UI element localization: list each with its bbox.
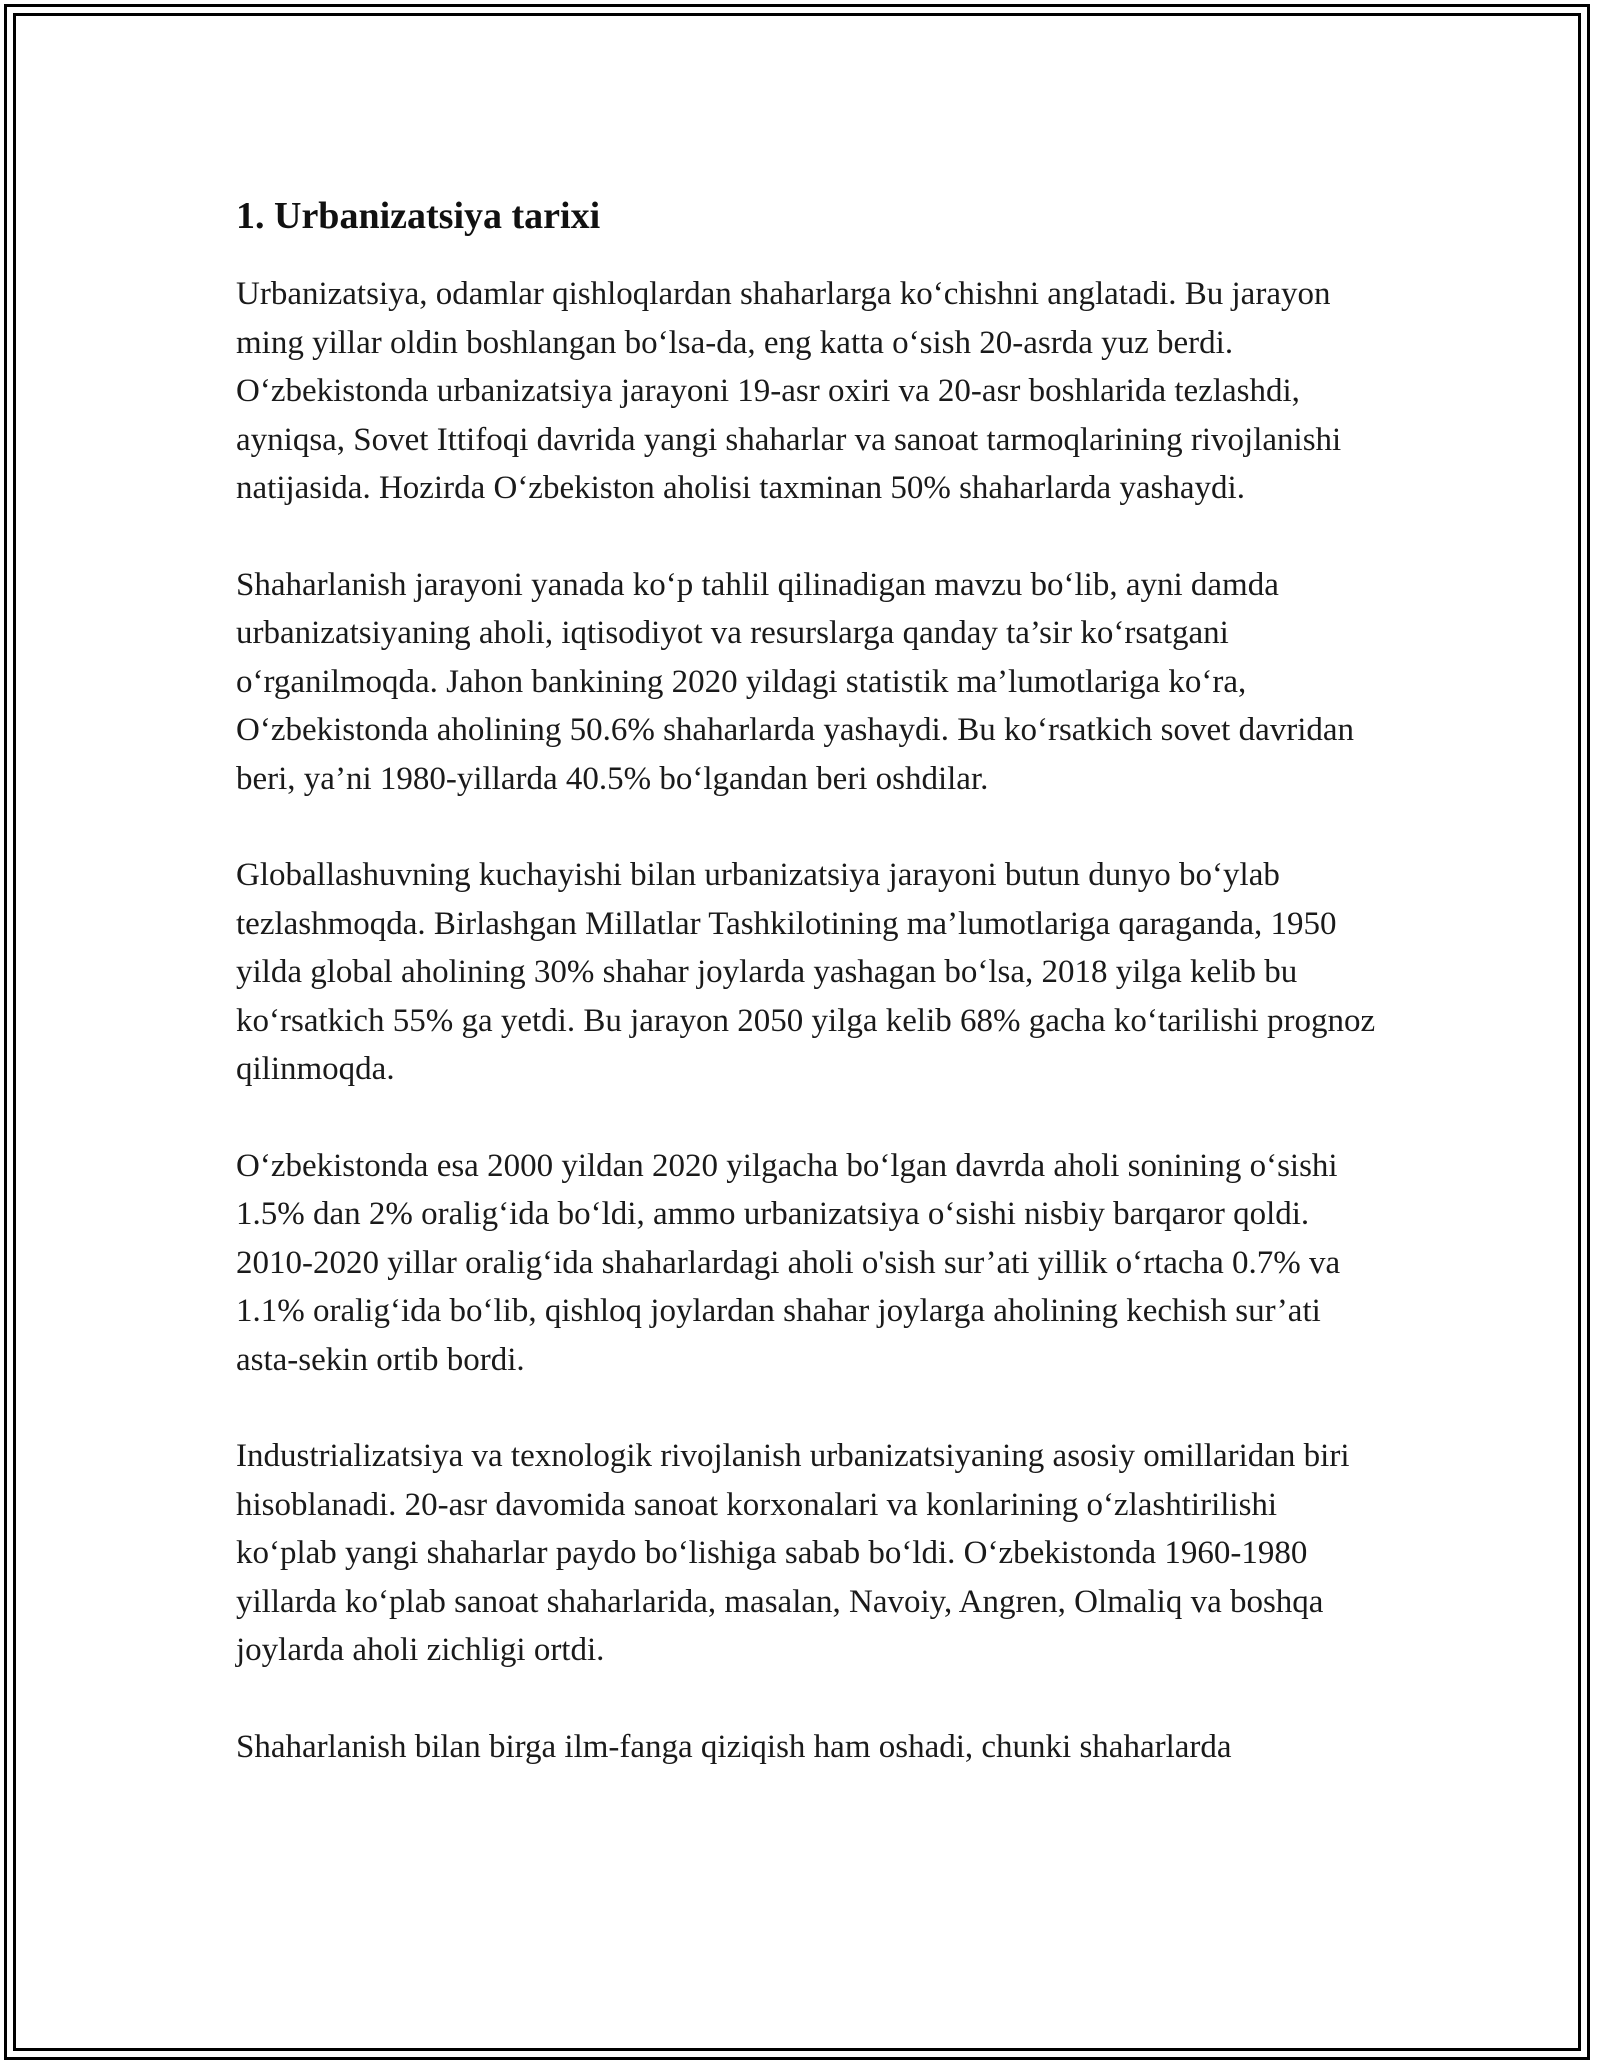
document-body [236,188,1376,1819]
paragraph-1: Urbanizatsiya, odamlar qishloqlardan shaharlarga ko‘chishni anglatadi. Bu jarayon ming yillar oldin boshlangan bo‘lsa-da, eng katta o‘sish 20-asrda yuz berdi. O‘zbekistonda urbanizatsiya jarayoni 19-asr oxiri va 20-asr boshlarida tezlashdi, ayniqsa, Sovet Ittifoqi davrida yangi shaharlar va sanoat tarmoqlarining rivojlanishi natijasida. Hozirda O‘zbekiston aholisi taxminan 50% shaharlarda yashaydi. [236,276,1342,506]
paragraph-5: Industrializatsiya va texnologik rivojlanish urbanizatsiyaning asosiy omillaridan biri hisoblanadi. 20-asr davomida sanoat korxonalari va konlarining o‘zlashtirilishi ko‘plab yangi shaharlar paydo bo‘lishiga sabab bo‘ldi. O‘zbekistonda 1960-1980 yillarda ko‘plab sanoat shaharlarida, masalan, Navoiy, Angren, Olmaliq va boshqa joylarda aholi zichligi ortdi. [236,1438,1350,1668]
paragraph-4: O‘zbekistonda esa 2000 yildan 2020 yilgacha bo‘lgan davrda aholi sonining o‘sishi 1.5% dan 2% oralig‘ida bo‘ldi, ammo urbanizatsiya o‘sishi nisbiy barqaror qoldi. 2010-2020 yillar oralig‘ida shaharlardagi aholi o'sish sur’ati yillik o‘rtacha 0.7% va 1.1% oralig‘ida bo‘lib, qishloq joylardan shahar joylarga aholining kechish sur’ati asta-sekin ortib bordi. [236,1147,1341,1378]
paragraph-6: Shaharlanish bilan birga ilm-fanga qiziqish ham oshadi, chunki shaharlarda [236,1728,1232,1765]
paragraph-2: Shaharlanish jarayoni yanada ko‘p tahlil qilinadigan mavzu bo‘lib, ayni damda urbanizatsiyaning aholi, iqtisodiyot va resurslarga qanday ta’sir ko‘rsatgani o‘rganilmoqda. Jahon bankining 2020 yildagi statistik ma’lumotlariga ko‘ra, O‘zbekistonda aholining 50.6% shaharlarda yashaydi. Bu ko‘rsatkich sovet davridan beri, ya’ni 1980-yillarda 40.5% bo‘lgandan beri oshdilar. [236,566,1355,797]
paragraph-3: Globallashuvning kuchayishi bilan urbanizatsiya jarayoni butun dunyo bo‘ylab tezlashmoqda. Birlashgan Millatlar Tashkilotining ma’lumotlariga qaraganda, 1950 yilda global aholining 30% shahar joylarda yashagan bo‘lsa, 2018 yilga kelib bu ko‘rsatkich 55% ga yetdi. Bu jarayon 2050 yilga kelib 68% gacha ko‘tarilishi prognoz qilinmoqda. [236,857,1376,1087]
section-heading: 1. Urbanizatsiya tarixi [236,195,601,237]
